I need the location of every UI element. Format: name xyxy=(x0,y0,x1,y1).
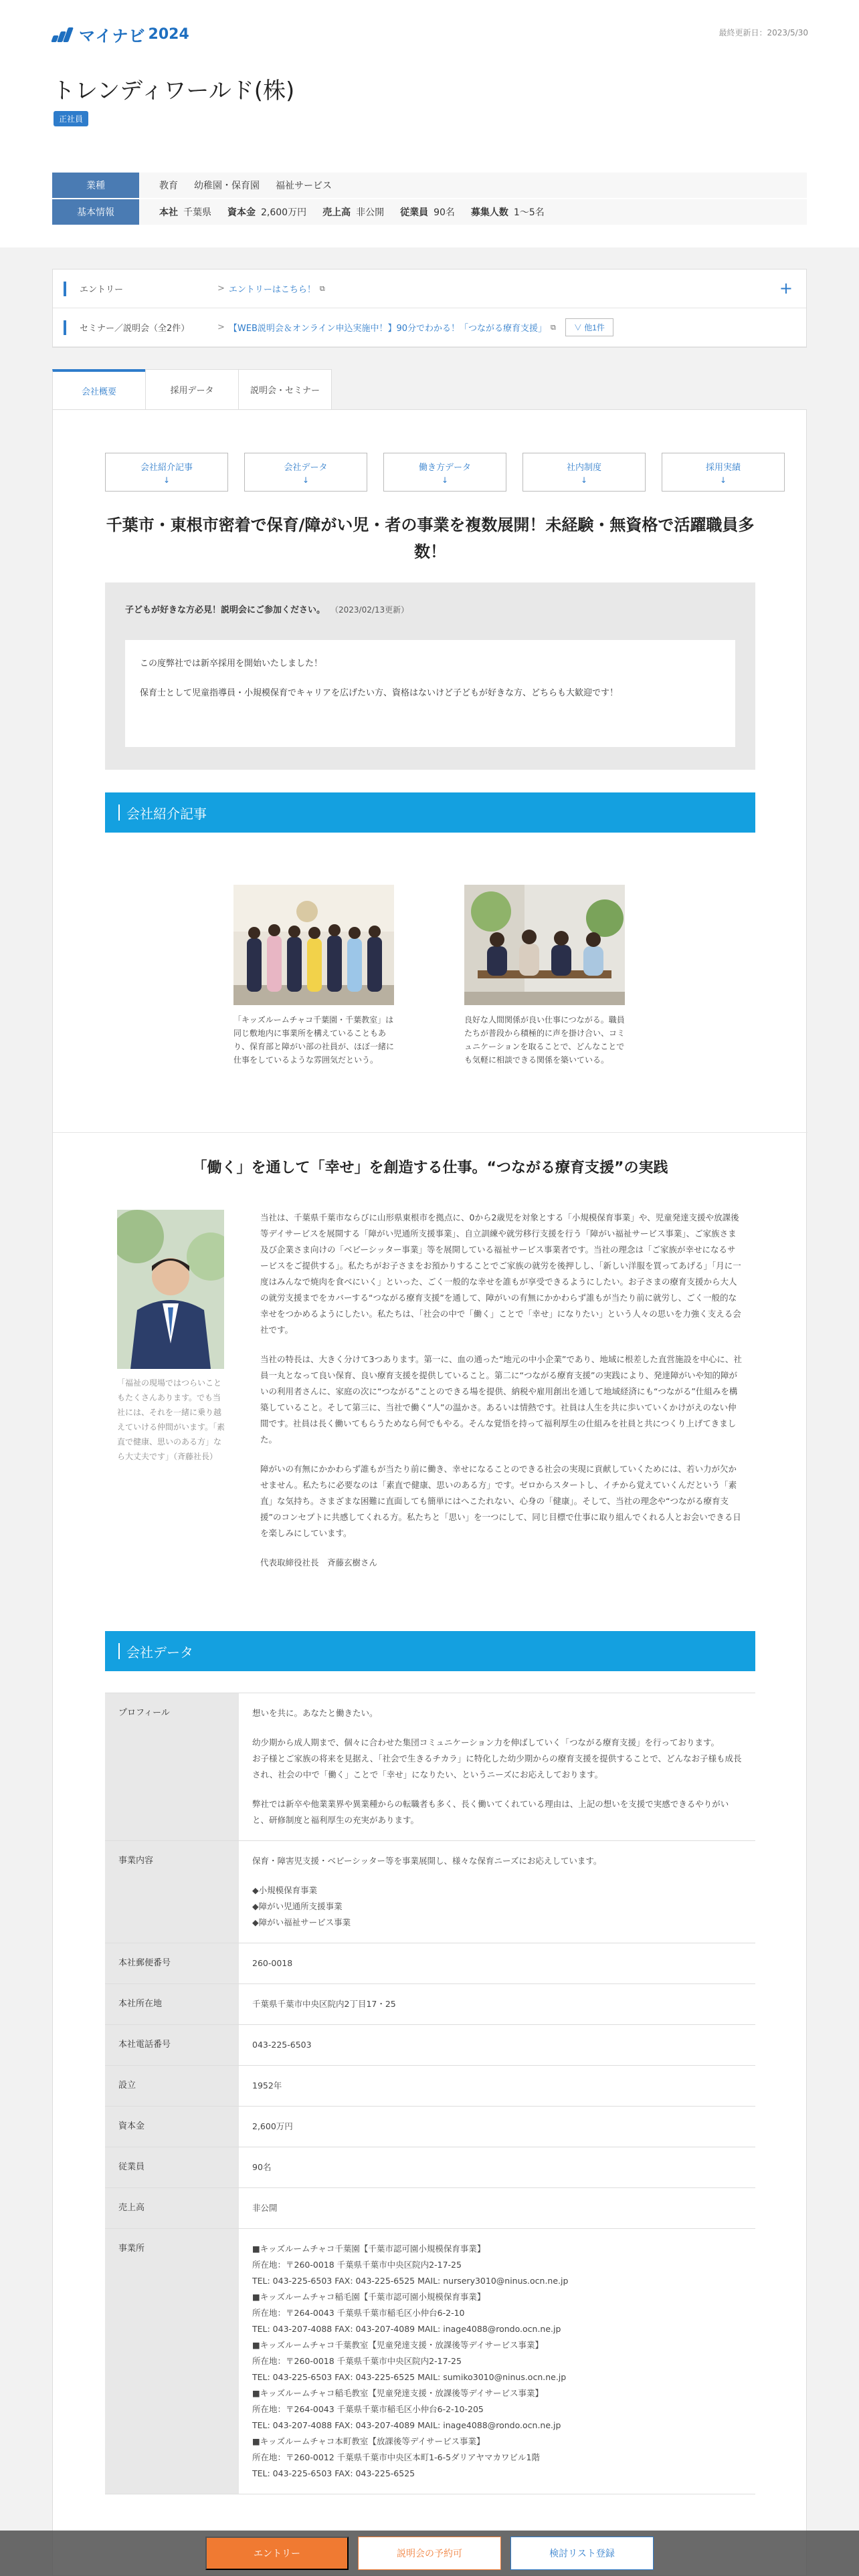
anchor-work-style[interactable]: 働き方データ ↓ xyxy=(383,453,506,492)
main-content xyxy=(52,409,807,2576)
data-paragraph: 260-0018 xyxy=(252,1958,293,1968)
arrow-down-icon: ↓ xyxy=(719,475,727,485)
anchor-benefits[interactable]: 社内制度 ↓ xyxy=(522,453,646,492)
arrow-down-icon: ↓ xyxy=(302,475,310,485)
data-row-head: 売上高 xyxy=(105,2188,239,2228)
data-row-value xyxy=(239,1943,755,1983)
data-paragraph: 幼少期から成人期まで、個々に合わせた集団コミュニケーション力を伸ばしていく「つながる療育支援」を行っております。 お子様とご家族の将来を見据え、「社会で生きるチカラ」に特化した幼少期からの療育支援を提供することで、どんなお子様も成長され、社会の中で「働く」ことで「幸せ」になりたい、というニーズにお応えしております。 xyxy=(252,1737,742,1780)
staff-bench-photo xyxy=(464,885,625,1005)
notice-text: 保育士として児童指導員・小規模保育でキャリアを広げたい方、資格はないけど子どもが好きな方、どちらも大歓迎です！ xyxy=(140,688,619,698)
data-row-value xyxy=(239,2107,755,2147)
seminar-link-text[interactable]: 【WEB説明会＆オンライン申込実施中！】90分でわかる！「つながる療育支援」 xyxy=(228,324,547,334)
data-row-value xyxy=(239,2025,755,2065)
chevron-right-icon: > xyxy=(217,322,225,332)
data-row-value xyxy=(239,2066,755,2106)
industry-item: 幼稚園・保育園 xyxy=(194,181,260,191)
entry-label: エントリー xyxy=(64,282,217,296)
info-row-basic xyxy=(52,199,807,225)
data-row-value xyxy=(239,1693,755,1840)
seminar-link[interactable] xyxy=(217,321,556,334)
data-row-head: 資本金 xyxy=(105,2107,239,2147)
basic-item: 従業員 90名 xyxy=(400,207,455,218)
anchor-company-data[interactable]: 会社データ ↓ xyxy=(244,453,367,492)
logo-mark-icon xyxy=(51,27,74,42)
data-row-head: 従業員 xyxy=(105,2147,239,2187)
company-info-table xyxy=(52,173,807,226)
tab-seminars[interactable]: 説明会・セミナー xyxy=(238,369,332,409)
data-paragraph: 1952年 xyxy=(252,2080,282,2090)
data-row-value xyxy=(239,1841,755,1943)
notice-date: （2023/02/13更新） xyxy=(335,605,409,615)
add-to-list-button[interactable]: 検討リスト登録 xyxy=(510,2537,654,2570)
data-row-head: 本社電話番号 xyxy=(105,2025,239,2065)
entry-link-text[interactable]: エントリーはこちら！ xyxy=(228,285,316,295)
data-row xyxy=(105,2107,755,2147)
data-row-head: プロフィール xyxy=(105,1693,239,1840)
notice-text: この度弊社では新卒採用を開始いたしました！ xyxy=(140,659,323,669)
data-paragraph: ■キッズルームチャコ千葉園【千葉市認可園小規模保育事業】 所在地：〒260-0018 千葉県千葉市中央区院内2-17-25 TEL: 043-225-6503 FAX: 043-225-6525 MAIL: nursery3010@ninus.ocn.ne.jp ■キッズルームチャコ稲毛園【千葉市認可園小規模保育事業】 所在地：〒264-0043 千葉県千葉市稲毛区小仲台6-2-10 TEL: 043-207-4088 FAX: 043-207-4089 MAIL: inage4088@rondo.ocn.ne.jp ■キッズルームチャコ千葉教室【児童発達支援・放課後等デイサービス事業】 所在地：〒260-0018 千葉県千葉市中央区院内2-17-25 TEL: 043-225-6503 FAX: 043-225-6525 MAIL: sumiko3010@ninus.ocn.ne.jp ■キッズルームチャコ稲毛教室【児童発達支援・放課後等デイサービス事業】 所在地：〒264-0043 千葉県千葉市稲毛区小仲台6-2-10-205 TEL: 043-207-4088 FAX: 043-207-4089 MAIL: inage4088@rondo.ocn.ne.jp ■キッズルームチャコ本町教室【放課後等デイサービス事業】 所在地：〒260-0012 千葉県千葉市中央区本町1-6-5ダリアヤマカワビル1階 TEL: 043-225-6503 FAX: 043-225-6525 xyxy=(252,2244,569,2478)
info-body xyxy=(139,199,807,225)
data-row-value xyxy=(239,1984,755,2024)
basic-item: 募集人数 1〜5名 xyxy=(470,207,545,218)
data-row-head: 本社郵便番号 xyxy=(105,1943,239,1983)
info-head: 基本情報 xyxy=(52,199,139,225)
lead-title: 千葉市・東根市密着で保育/障がい児・者の事業を複数展開！未経験・無資格で活躍職員多数！ xyxy=(106,516,755,561)
data-row xyxy=(105,1841,755,1943)
info-row-industry xyxy=(52,173,807,198)
entry-link[interactable] xyxy=(217,282,325,295)
photo-caption: 「キッズルームチャコ千葉園・千葉教室」は同じ敷地内に事業所を構えていることもあり、保育部と障がい部の社員が、ほぼ一緒に仕事をしているような雰囲気だという。 xyxy=(233,1015,395,1065)
portrait-caption: 「福祉の現場ではつらいこともたくさんあります。でも当社には、それを一緒に乗り越えていける仲間がいます。「素直で健康、思いのある方」なら大丈夫です」（斉藤社長） xyxy=(117,1378,225,1461)
data-row xyxy=(105,1984,755,2025)
more-seminars-label: 他1件 xyxy=(584,323,605,332)
data-paragraph: ◆小規模保育事業 ◆障がい児通所支援事業 ◆障がい福祉サービス事業 xyxy=(252,1885,351,1927)
data-row xyxy=(105,1943,755,1984)
info-head: 業種 xyxy=(52,173,139,198)
data-paragraph: 弊社では新卒や他業業界や異業種からの転職者も多く、長く働いてくれている理由は、上記の想いを支援で実感できるやりがいと、研修制度と福利厚生の充実があります。 xyxy=(252,1799,729,1825)
notice-header xyxy=(125,603,409,615)
logo-year: 2024 xyxy=(148,26,189,43)
company-data-table xyxy=(105,1693,755,2494)
external-window-icon: ⧉ xyxy=(319,284,325,293)
data-row-value xyxy=(239,2229,755,2494)
tab-recruit-data[interactable]: 採用データ xyxy=(145,369,239,409)
article-photo-card xyxy=(233,885,394,1067)
section-heading-company-data: 会社データ xyxy=(105,1631,755,1671)
data-row-head: 設立 xyxy=(105,2066,239,2106)
data-row xyxy=(105,2229,755,2494)
anchor-article[interactable]: 会社紹介記事 ↓ xyxy=(105,453,228,492)
basic-item: 売上高 非公開 xyxy=(322,207,385,218)
data-row-value xyxy=(239,2147,755,2187)
message-signature: 代表取締役社長 斉藤玄樹さん xyxy=(260,1558,378,1568)
tab-company-overview[interactable]: 会社概要 xyxy=(52,369,146,409)
entry-button[interactable]: エントリー xyxy=(205,2537,349,2570)
data-row xyxy=(105,1693,755,1841)
data-row-head: 本社所在地 xyxy=(105,1984,239,2024)
data-paragraph: 想いを共に。あなたと働きたい。 xyxy=(252,1708,378,1718)
section-divider xyxy=(53,1132,807,1133)
message-paragraph: 障がいの有無にかかわらず誰もが当たり前に働き、幸せになることのできる社会の実現に貢献していくためには、若い力が欠かせません。私たちに必要なのは「素直で健康、思いのある方」です。ゼロからスタートし、イチから覚えていくんだという「素直」な気持ち。さまざまな困難に直面しても簡単にはへこたれない、心身の「健康」。そして、当社の理念や“つながる療育支援”のコンセプトに共感してくれる方。私たちと「思い」を一つにして、同じ目標で仕事に取り組んでくれる人とお会いできる日を楽しみにしています。 xyxy=(260,1464,741,1538)
notice-title: 子どもが好きな方必見！説明会にご参加ください。 xyxy=(125,605,326,615)
data-row-value xyxy=(239,2188,755,2228)
section-heading-article: 会社紹介記事 xyxy=(105,792,755,833)
notice-box xyxy=(105,582,755,770)
ceo-portrait xyxy=(117,1210,224,1369)
arrow-down-icon: ↓ xyxy=(441,475,449,485)
seminar-label: セミナー／説明会（全2件） xyxy=(64,320,217,335)
company-name: トレンディワールド(株) xyxy=(52,78,295,104)
top-bar xyxy=(0,0,859,63)
message-paragraph: 当社は、千葉県千葉市ならびに山形県東根市を拠点に、0から2歳児を対象とする「小規模保育事業」や、児童発達支援や放課後等デイサービスを展開する「障がい児通所支援事業」、自立訓練や就労移行支援を行う「障がい福祉サービス事業」、ご家族さま及び企業さま向けの「ベビーシッター事業」等を展開している福祉サービス事業者です。当社の理念は「ご家族が幸せになるサービスをご提供する」。私たちがお子さまをお預かりすることでご家族の就労を後押しし、「新しい洋服を買ってあげる」「月に一度はみんなで焼肉を食べにいく」といった、ごく一般的な幸せを誰もが享受できるようにしたい。お子さまの療育支援から大人の就労支援までをカバーする“つながる療育支援”を通して、障がいの有無にかかわらず誰もが当たり前に就労し、ごく一般的な幸せをつかめるようにしたい。私たちは、「社会の中で「働く」ことで「幸せ」になりたい」という人々の思いを力強く支える会社です。 xyxy=(260,1212,741,1335)
expand-plus-icon[interactable]: + xyxy=(779,279,793,298)
industry-item: 福祉サービス xyxy=(276,181,332,191)
message-body xyxy=(260,1210,742,1584)
seminar-reserve-button[interactable]: 説明会の予約可 xyxy=(358,2537,501,2570)
message-title: 「働く」を通して「幸せ」を創造する仕事。“つながる療育支援”の実践 xyxy=(192,1160,668,1176)
data-row xyxy=(105,2066,755,2107)
arrow-down-icon: ↓ xyxy=(580,475,588,485)
employment-badge: 正社員 xyxy=(54,111,88,126)
data-row xyxy=(105,2188,755,2229)
fixed-action-bar xyxy=(0,2531,859,2576)
photo-caption: 良好な人間関係が良い仕事につながる。職員たちが普段から積極的に声を掛け合い、コミュニケーションを取ることで、どんなことでも気軽に相談できる関係を築いている。 xyxy=(464,1015,626,1065)
basic-item: 本社 千葉県 xyxy=(159,207,211,218)
external-window-icon: ⧉ xyxy=(551,322,556,332)
last-updated: 最終更新日：2023/5/30 xyxy=(719,28,808,37)
staff-group-photo xyxy=(233,885,394,1005)
data-row xyxy=(105,2025,755,2066)
anchor-hiring-record[interactable]: 採用実績 ↓ xyxy=(662,453,785,492)
arrow-down-icon: ↓ xyxy=(163,475,171,485)
data-row xyxy=(105,2147,755,2188)
entry-row xyxy=(53,270,806,308)
article-photo-card xyxy=(464,885,625,1067)
data-paragraph: 043-225-6503 xyxy=(252,2040,312,2050)
company-header xyxy=(0,63,859,247)
data-paragraph: 千葉県千葉市中央区院内2丁目17・25 xyxy=(252,1999,396,2009)
tab-bar xyxy=(52,369,331,409)
basic-item: 資本金 2,600万円 xyxy=(227,207,307,218)
data-paragraph: 90名 xyxy=(252,2162,272,2172)
logo[interactable] xyxy=(51,23,189,46)
entry-box xyxy=(52,269,807,348)
notice-body xyxy=(125,640,735,747)
chevron-down-icon: ∨ xyxy=(573,323,585,332)
data-paragraph: 保育・障害児支援・ベビーシッター等を事業展開し、様々な保育ニーズにお応えしています。 xyxy=(252,1856,602,1866)
data-paragraph: 2,600万円 xyxy=(252,2121,293,2131)
industry-item: 教育 xyxy=(159,181,178,191)
data-paragraph: 非公開 xyxy=(252,2203,278,2213)
seminar-row xyxy=(53,308,806,347)
anchor-nav xyxy=(105,453,785,492)
data-row-head: 事業内容 xyxy=(105,1841,239,1943)
info-body xyxy=(139,173,807,198)
more-seminars-button[interactable] xyxy=(565,318,613,336)
data-row-head: 事業所 xyxy=(105,2229,239,2494)
message-paragraph: 当社の特長は、大きく分けて3つあります。第一に、血の通った“地元の中小企業”であり、地域に根差した直営施設を中心に、社員一丸となって良い保育、良い療育支援を提供していること。第二に“つながる療育支援”の実践により、発達障がいや知的障がいの利用者さんに、家庭の次に“つながる”ことのできる場を提供、納税や雇用創出を通して地域経済にも“つながる”仕組みを構築していること。そして第三に、当社で働く“人”の温かさ。あるいは情熱です。社員は人生を共に歩いていくかけがえのない仲間です。社員は長く働いてもらうためなら何でもやる。そんな覚悟を持って福利厚生の仕組みを社員と共につくり上げてきました。 xyxy=(260,1354,742,1444)
chevron-right-icon: > xyxy=(217,284,225,294)
logo-text: マイナビ xyxy=(79,27,146,45)
